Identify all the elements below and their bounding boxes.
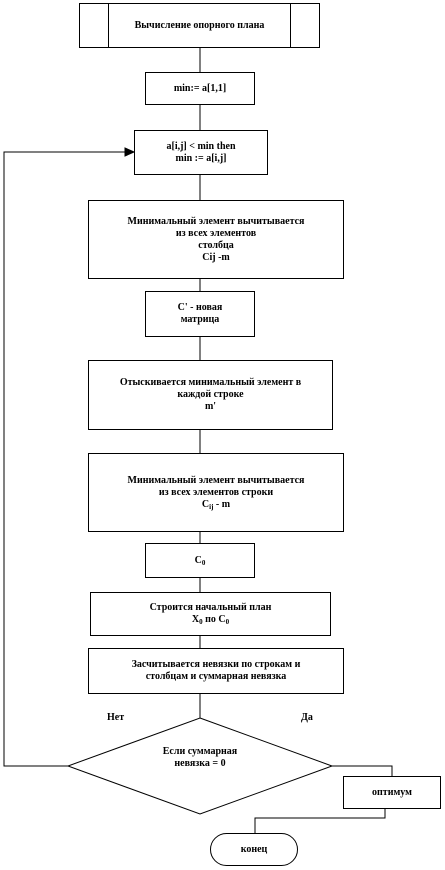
init-min-block [145, 72, 255, 105]
initial-plan-mid: по C [202, 614, 226, 625]
row-reduce-formula-sub: ij [209, 502, 214, 511]
row-reduce-block [88, 453, 344, 532]
row-reduce-formula [128, 499, 305, 511]
row-reduce-formula-main: C [201, 498, 210, 510]
column-reduce-line-2: из всех элементов [175, 227, 257, 239]
new-matrix-line-2: матрица [180, 314, 220, 325]
optimum-text: оптимум [372, 786, 412, 798]
column-reduce-line-1: Минимальный элемент вычитывается [127, 215, 305, 227]
row-min-line-2: каждой строке [177, 389, 244, 400]
c0-block [145, 543, 255, 578]
row-min-block [88, 360, 333, 430]
c0-sub: 0 [201, 558, 206, 567]
optimum-block [343, 776, 441, 809]
new-matrix-line-1: C' - новая [177, 302, 223, 313]
decision-text [130, 746, 270, 770]
row-min-line-3: m' [204, 401, 217, 412]
loop-back-arrowhead [125, 148, 134, 156]
row-min-line-1: Отыскивается минимальный элемент в [119, 377, 302, 388]
yes-branch-line [332, 766, 392, 776]
branch-label-no: Нет [107, 712, 125, 723]
end-terminal [210, 833, 298, 866]
discrepancy-block [88, 648, 344, 694]
loop-condition-line-2: min := a[i,j] [175, 152, 227, 164]
title-process-block [79, 3, 320, 48]
c0-main: C [194, 554, 202, 566]
loop-condition-block [134, 130, 268, 175]
decision-line-2: невязка = 0 [174, 758, 226, 769]
init-min-text: min:= a[1,1] [173, 82, 227, 94]
row-reduce-line-2: из всех элементов строки [158, 486, 274, 498]
decision-line-1: Если суммарная [162, 746, 238, 757]
new-matrix-block [145, 291, 255, 337]
c0-text [191, 555, 210, 567]
row-reduce-line-1: Минимальный элемент вычитывается [127, 474, 305, 486]
initial-plan-line-1: Строится начальный план [149, 602, 272, 613]
loop-condition-line-1: a[i,j] < min then [166, 140, 236, 152]
initial-plan-x-main: X [191, 614, 200, 625]
discrepancy-line-2: столбцам и суммарная невязка [145, 671, 287, 682]
initial-plan-x-sub: 0 [199, 618, 203, 626]
column-reduce-line-3: столбца [198, 239, 234, 251]
initial-plan-line-2 [150, 614, 272, 626]
discrepancy-line-1: Засчитывается невязки по строкам и [131, 659, 301, 670]
end-text: конец [240, 843, 268, 855]
branch-label-yes: Да [301, 712, 313, 723]
title-process-text: Вычисление опорного плана [134, 19, 265, 31]
optimum-to-end-line [255, 809, 385, 833]
row-reduce-formula-tail: - m [213, 498, 231, 510]
initial-plan-c-sub: 0 [225, 618, 230, 626]
initial-plan-block [90, 592, 331, 636]
column-reduce-block [88, 200, 344, 279]
column-reduce-line-4: Cij -m [202, 251, 230, 263]
